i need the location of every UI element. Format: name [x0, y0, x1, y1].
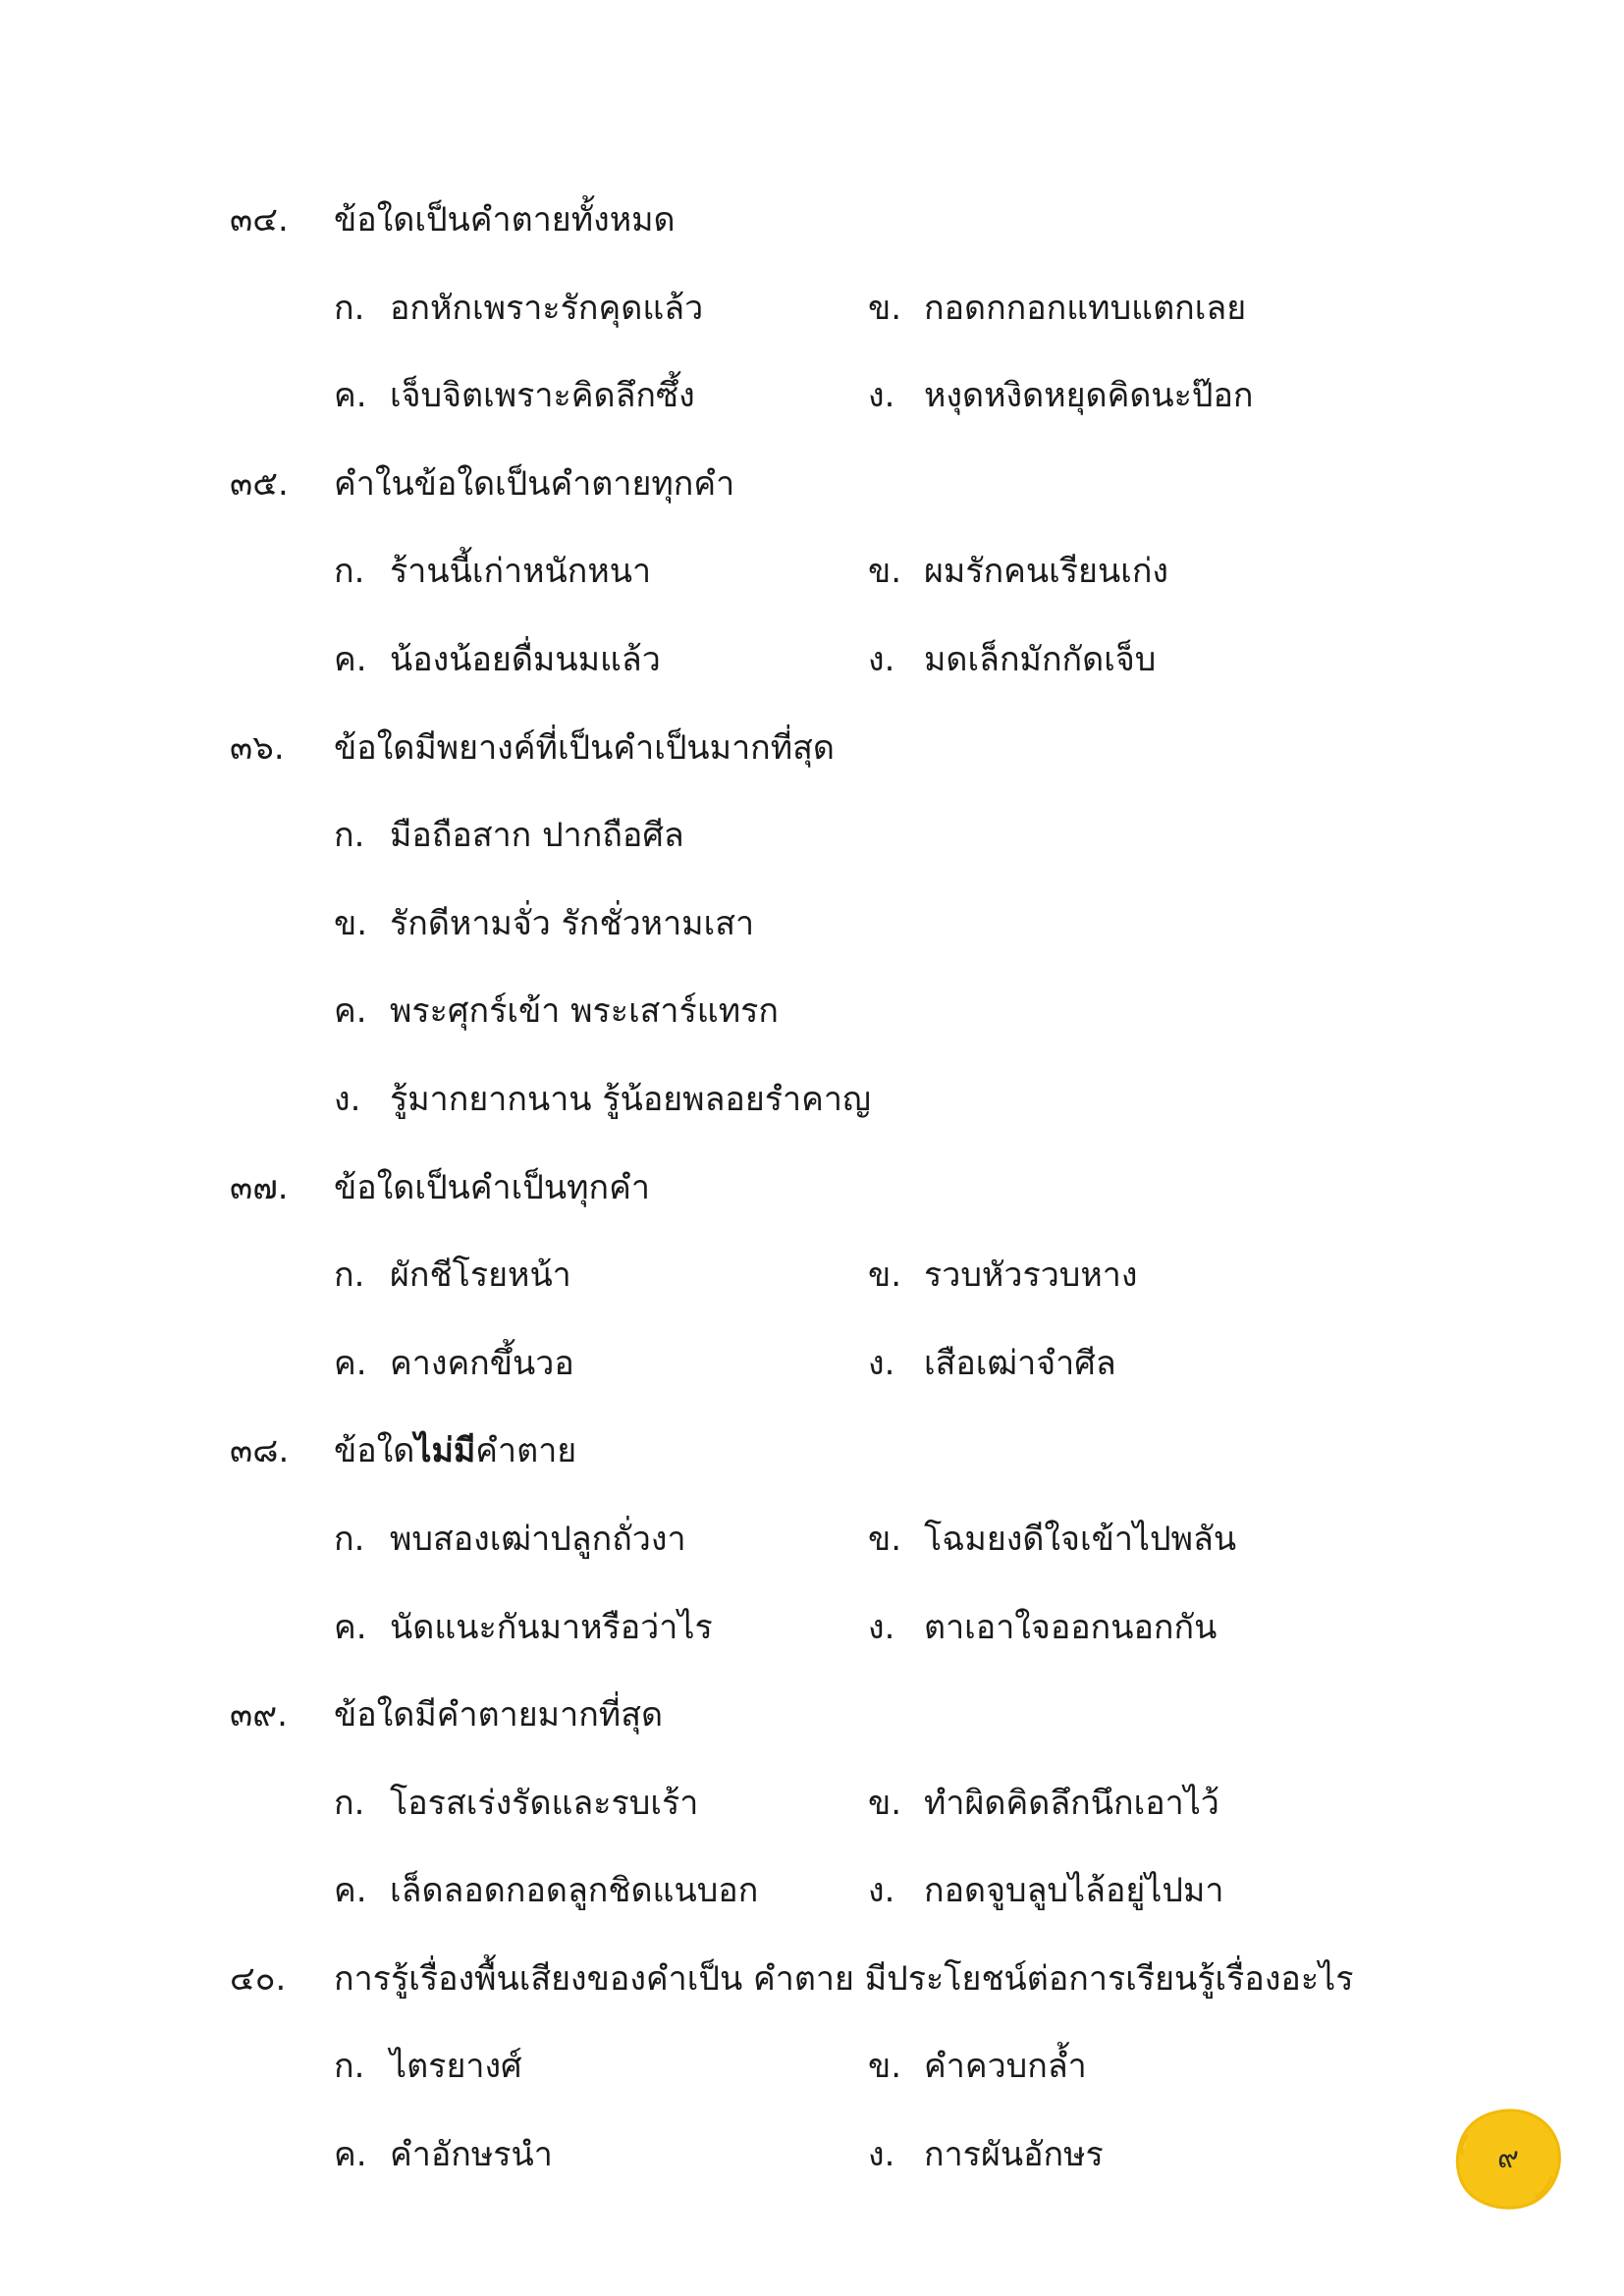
- option-letter: ค.: [334, 2135, 367, 2175]
- option-c: [334, 352, 695, 441]
- question-text-before: ข้อใด: [334, 1431, 415, 1471]
- option-letter: ง.: [868, 1871, 895, 1911]
- option-d: [868, 1847, 1223, 1936]
- question-34: [230, 177, 1408, 265]
- option-c: [334, 616, 661, 705]
- options-row: [230, 265, 1408, 353]
- question-text: ข้อใดเป็นคำตายทั้งหมด: [334, 200, 676, 240]
- option-letter: ก.: [334, 1255, 365, 1296]
- options-row: [230, 1056, 1408, 1145]
- option-letter: ข.: [868, 552, 902, 592]
- option-text: คำควบกล้ำ: [924, 2047, 1087, 2087]
- option-letter: ง.: [868, 376, 895, 416]
- option-letter: ค.: [334, 1871, 367, 1911]
- option-text: เจ็บจิตเพราะคิดลึกซึ้ง: [390, 376, 695, 416]
- option-letter: ค.: [334, 1343, 367, 1383]
- question-text: [334, 1408, 576, 1496]
- option-text: พบสองเฒ่าปลูกถั่วงา: [390, 1519, 686, 1559]
- question-text: ข้อใดเป็นคำเป็นทุกคำ: [334, 1167, 650, 1207]
- question-number: ๓๗.: [230, 1167, 289, 1207]
- option-letter: ก.: [334, 552, 365, 592]
- option-text: คางคกขึ้นวอ: [390, 1343, 574, 1383]
- option-c: [334, 1847, 758, 1936]
- option-c: [334, 2111, 553, 2200]
- question-text: ข้อใดมีพยางค์ที่เป็นคำเป็นมากที่สุด: [334, 727, 835, 768]
- question-number: ๔๐.: [230, 1958, 287, 1999]
- option-b: [868, 1496, 1236, 1584]
- option-letter: ก.: [334, 816, 365, 856]
- options-row: [230, 1760, 1408, 1848]
- question-text-after: คำตาย: [475, 1431, 577, 1471]
- option-letter: ข.: [868, 2047, 902, 2087]
- question-40: [230, 1936, 1408, 2024]
- option-text: รักดีหามจั่ว รักชั่วหามเสา: [390, 903, 755, 943]
- option-a: [334, 528, 651, 616]
- option-letter: ค.: [334, 376, 367, 416]
- option-text: รวบหัวรวบหาง: [924, 1255, 1138, 1296]
- options-row: [230, 1232, 1408, 1320]
- option-text: ตาเอาใจออกนอกกัน: [924, 1607, 1218, 1647]
- option-c: [334, 1320, 574, 1409]
- option-letter: ก.: [334, 2047, 365, 2087]
- option-letter: ข.: [868, 1255, 902, 1296]
- option-d: [334, 1056, 871, 1145]
- question-number: ๓๖.: [230, 727, 285, 768]
- option-letter: ง.: [868, 1607, 895, 1647]
- question-number: ๓๘.: [230, 1431, 290, 1471]
- question-38: [230, 1408, 1408, 1496]
- option-letter: ง.: [334, 1079, 361, 1119]
- option-letter: ข.: [334, 903, 368, 943]
- option-text: ผมรักคนเรียนเก่ง: [924, 552, 1169, 592]
- option-a: [334, 1760, 698, 1848]
- question-37: [230, 1145, 1408, 1233]
- question-36: [230, 705, 1408, 793]
- option-b: [868, 1232, 1137, 1320]
- options-row: [230, 616, 1408, 705]
- question-35: [230, 441, 1408, 529]
- options-row: [230, 968, 1408, 1056]
- option-letter: ข.: [868, 1783, 902, 1823]
- option-text: โฉมยงดีใจเข้าไปพลัน: [924, 1519, 1237, 1559]
- option-text: คำอักษรนำ: [390, 2135, 553, 2175]
- page-number: ๙: [1497, 2141, 1519, 2175]
- options-row: [230, 2111, 1408, 2200]
- option-text: ไตรยางศ์: [390, 2047, 522, 2087]
- options-row: [230, 1847, 1408, 1936]
- question-number: ๓๙.: [230, 1695, 288, 1735]
- option-text: รู้มากยากนาน รู้น้อยพลอยรำคาญ: [390, 1079, 871, 1119]
- options-row: [230, 792, 1408, 881]
- option-letter: ค.: [334, 639, 367, 679]
- options-row: [230, 1496, 1408, 1584]
- options-row: [230, 881, 1408, 969]
- option-d: [868, 1584, 1217, 1673]
- option-c: [334, 968, 779, 1056]
- option-text: กอดจูบลูบไล้อยู่ไปมา: [924, 1871, 1224, 1911]
- question-text-emphasis: ไม่มี: [414, 1431, 476, 1471]
- option-text: กอดกกอกแทบแตกเลย: [924, 288, 1247, 328]
- question-text: ข้อใดมีคำตายมากที่สุด: [334, 1695, 664, 1735]
- option-text: พระศุกร์เข้า พระเสาร์แทรก: [390, 991, 779, 1032]
- option-c: [334, 1584, 713, 1673]
- option-letter: ง.: [868, 2135, 895, 2175]
- option-a: [334, 265, 703, 353]
- option-text: นัดแนะกันมาหรือว่าไร: [390, 1607, 713, 1647]
- options-row: [230, 2023, 1408, 2111]
- option-a: [334, 2023, 522, 2111]
- options-row: [230, 352, 1408, 441]
- option-a: [334, 1232, 571, 1320]
- question-number: ๓๔.: [230, 200, 289, 240]
- option-a: [334, 1496, 686, 1584]
- option-text: เสือเฒ่าจำศีล: [924, 1343, 1116, 1383]
- option-text: ร้านนี้เก่าหนักหนา: [390, 552, 652, 592]
- option-b: [868, 265, 1246, 353]
- option-letter: ง.: [868, 1343, 895, 1383]
- option-text: ผักชีโรยหน้า: [390, 1255, 571, 1296]
- option-d: [868, 1320, 1116, 1409]
- option-d: [868, 616, 1156, 705]
- options-row: [230, 1584, 1408, 1673]
- question-number: ๓๕.: [230, 463, 289, 504]
- option-letter: ก.: [334, 1783, 365, 1823]
- option-text: อกหักเพราะรักคุดแล้ว: [390, 288, 704, 328]
- page-number-badge: [1453, 2107, 1563, 2211]
- options-row: [230, 528, 1408, 616]
- option-a: [334, 792, 684, 881]
- option-letter: ง.: [868, 639, 895, 679]
- option-letter: ค.: [334, 1607, 367, 1647]
- option-text: ทำผิดคิดลึกนึกเอาไว้: [924, 1783, 1219, 1823]
- option-b: [334, 881, 754, 969]
- option-letter: ก.: [334, 288, 365, 328]
- question-text: การรู้เรื่องพื้นเสียงของคำเป็น คำตาย มีประโยชน์ต่อการเรียนรู้เรื่องอะไร: [334, 1958, 1354, 1999]
- option-d: [868, 352, 1254, 441]
- option-d: [868, 2111, 1104, 2200]
- option-text: มือถือสาก ปากถือศีล: [390, 816, 684, 856]
- options-row: [230, 1320, 1408, 1409]
- option-letter: ก.: [334, 1519, 365, 1559]
- option-letter: ค.: [334, 991, 367, 1032]
- option-b: [868, 528, 1168, 616]
- option-text: น้องน้อยดื่มนมแล้ว: [390, 639, 661, 679]
- option-text: มดเล็กมักกัดเจ็บ: [924, 639, 1157, 679]
- option-text: โอรสเร่งรัดและรบเร้า: [390, 1783, 699, 1823]
- question-39: [230, 1672, 1408, 1760]
- option-b: [868, 1760, 1219, 1848]
- option-letter: ข.: [868, 288, 902, 328]
- option-letter: ข.: [868, 1519, 902, 1559]
- option-text: หงุดหงิดหยุดคิดนะป๊อก: [924, 376, 1254, 416]
- option-b: [868, 2023, 1087, 2111]
- question-list: [230, 177, 1408, 2200]
- option-text: การผันอักษร: [924, 2135, 1104, 2175]
- option-text: เล็ดลอดกอดลูกชิดแนบอก: [390, 1871, 759, 1911]
- question-text: คำในข้อใดเป็นคำตายทุกคำ: [334, 463, 735, 504]
